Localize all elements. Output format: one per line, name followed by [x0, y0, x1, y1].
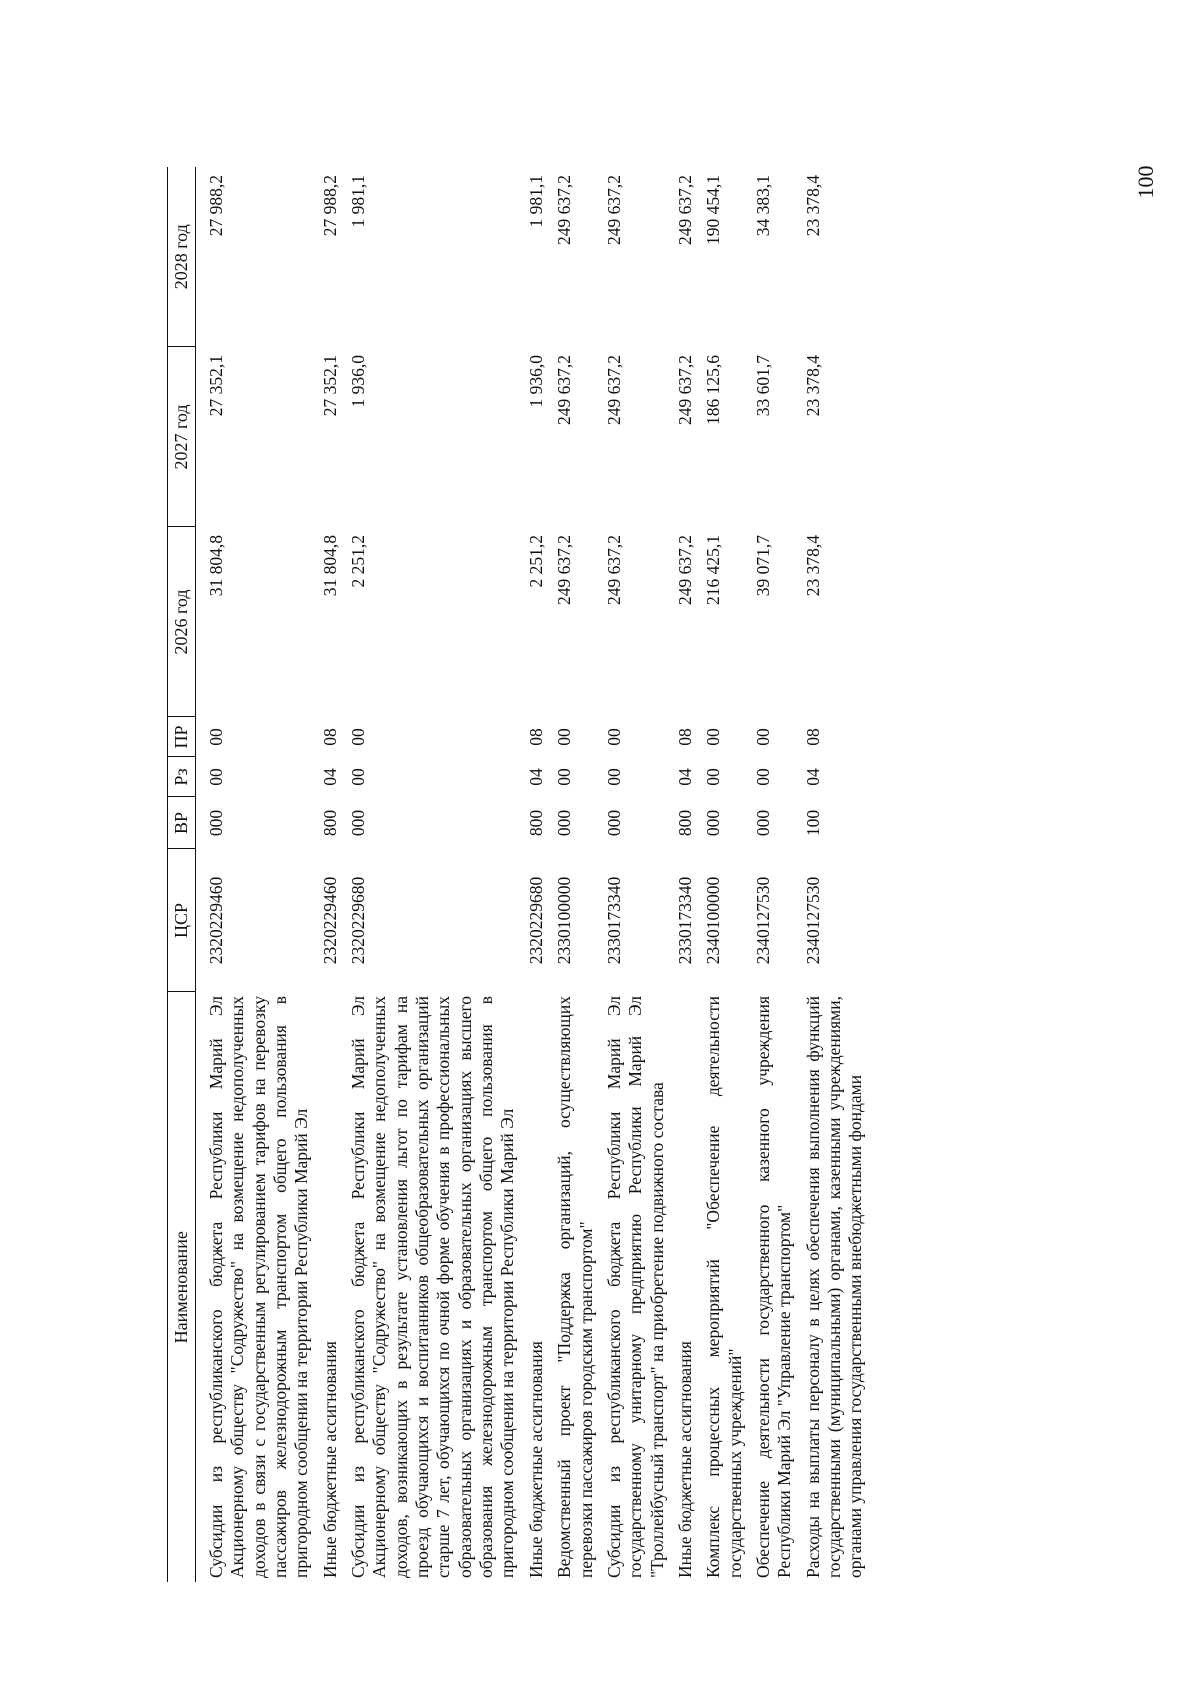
row-rz: 04 — [674, 768, 695, 786]
row-vr: 000 — [603, 809, 624, 837]
row-2027: 1 936,0 — [348, 355, 369, 408]
row-pr: 00 — [752, 728, 773, 746]
row-2028: 27 988,2 — [206, 175, 226, 237]
row-name: Иные бюджетные ассигнования — [674, 1341, 695, 1578]
row-csr: 2340127530 — [802, 876, 823, 965]
row-name: Субсидии из республиканского бюджета Республики Марий Эл Акционерному обществу "Содружество" на возмещение недополученных доходов в связи с государственным регулированием тарифов на перевозку пассажиров железнодорожным транспортом общего пользования в пригородном сообщении на территории Республики Марий Эл — [206, 996, 312, 1578]
row-2028: 1 981,1 — [525, 175, 546, 228]
row-rz: 00 — [206, 768, 226, 786]
row-csr: 2340100000 — [703, 876, 724, 965]
header-csr: ЦСР — [168, 849, 196, 992]
row-2027: 249 637,2 — [603, 355, 624, 425]
row-2027: 186 125,6 — [703, 355, 724, 425]
row-vr: 100 — [802, 809, 823, 837]
row-csr: 2330173340 — [674, 876, 695, 965]
row-2026: 23 378,4 — [802, 535, 823, 597]
header-name: Наименование — [168, 992, 196, 1582]
row-name: Расходы на выплаты персоналу в целях обеспечения выполнения функций государственными (муниципальными) органами, казенными учреждениями, органами управления государственными внебюджетными фондами — [802, 996, 866, 1578]
row-name: Обеспечение деятельности государственного казенного учреждения Республики Марий Эл "Управление транспортом" — [752, 996, 795, 1578]
row-vr: 000 — [703, 809, 724, 837]
table-row — [700, 167, 750, 1582]
row-csr: 2330173340 — [603, 876, 624, 965]
row-rz: 00 — [752, 768, 773, 786]
row-2028: 249 637,2 — [554, 175, 575, 245]
row-2028: 27 988,2 — [319, 175, 340, 237]
table-body — [196, 167, 871, 1582]
row-2027: 33 601,7 — [752, 355, 773, 417]
row-vr: 000 — [752, 809, 773, 837]
row-2028: 249 637,2 — [674, 175, 695, 245]
row-rz: 00 — [348, 768, 369, 786]
row-2027: 249 637,2 — [674, 355, 695, 425]
row-csr: 2320229460 — [206, 876, 226, 965]
row-name: Комплекс процессных мероприятий "Обеспечение деятельности государственных учреждений" — [703, 996, 745, 1578]
row-rz: 04 — [802, 768, 823, 786]
row-pr: 00 — [703, 728, 724, 746]
row-name: Ведомственный проект "Поддержка организаций, осуществляющих перевозки пассажиров городским транспортом" — [554, 996, 596, 1578]
row-vr: 000 — [348, 809, 369, 837]
row-2028: 190 454,1 — [703, 175, 724, 245]
row-2026: 2 251,2 — [348, 535, 369, 588]
row-rz: 04 — [319, 768, 340, 786]
row-pr: 08 — [674, 728, 695, 746]
row-2027: 249 637,2 — [554, 355, 575, 425]
table-row — [551, 167, 601, 1582]
row-name: Субсидии из республиканского бюджета Республики Марий Эл государственному унитарному предприятию Республики Марий Эл "Троллейбусный транспорт" на приобретение подвижного состава — [603, 996, 667, 1578]
table-row — [196, 167, 317, 1582]
table-row — [523, 167, 551, 1582]
row-2028: 23 378,4 — [802, 175, 823, 237]
header-pr: ПР — [168, 717, 196, 757]
row-csr: 2320229680 — [348, 876, 369, 965]
row-pr: 00 — [348, 728, 369, 746]
row-2026: 31 804,8 — [319, 535, 340, 597]
row-2028: 1 981,1 — [348, 175, 369, 228]
row-2026: 39 071,7 — [752, 535, 773, 597]
row-csr: 2320229460 — [319, 876, 340, 965]
header-2028: 2028 год — [168, 167, 196, 347]
table-row — [800, 167, 871, 1582]
page-number: 100 — [1133, 165, 1158, 199]
row-pr: 08 — [525, 728, 546, 746]
row-pr: 00 — [554, 728, 575, 746]
row-pr: 00 — [603, 728, 624, 746]
header-vr: ВР — [168, 797, 196, 849]
row-rz: 04 — [525, 768, 546, 786]
table-row — [317, 167, 345, 1582]
row-csr: 2320229680 — [525, 876, 546, 965]
row-2027: 1 936,0 — [525, 355, 546, 408]
row-2027: 27 352,1 — [206, 355, 226, 417]
row-vr: 800 — [525, 809, 546, 837]
row-vr: 000 — [554, 809, 575, 837]
row-2028: 34 383,1 — [752, 175, 773, 237]
row-vr: 800 — [674, 809, 695, 837]
table-row — [601, 167, 672, 1582]
row-name: Иные бюджетные ассигнования — [525, 1341, 546, 1578]
row-name: Субсидии из республиканского бюджета Республики Марий Эл Акционерному обществу "Содружество" на возмещение недополученных доходов, возникающих в результате установления льгот по тарифам на проезд обучающихся и воспитанников общеобразовательных организаций старше 7 лет, обучающихся по очной форме обучения в профессиональных образовательных организациях и образовательных организациях высшего образования железнодорожным транспортом общего пользования в пригородном сообщении на территории Республики Марий Эл — [348, 996, 518, 1578]
budget-table-container — [167, 167, 992, 1582]
row-pr: 08 — [319, 728, 340, 746]
table-row — [672, 167, 700, 1582]
row-pr: 00 — [206, 728, 226, 746]
row-name: Иные бюджетные ассигнования — [319, 1341, 340, 1578]
row-2026: 249 637,2 — [554, 535, 575, 605]
header-2027: 2027 год — [168, 347, 196, 527]
row-rz: 00 — [554, 768, 575, 786]
header-2026: 2026 год — [168, 527, 196, 717]
table-row — [750, 167, 800, 1582]
row-rz: 00 — [703, 768, 724, 786]
row-csr: 2340127530 — [752, 876, 773, 965]
row-pr: 08 — [802, 728, 823, 746]
row-2027: 23 378,4 — [802, 355, 823, 417]
row-rz: 00 — [603, 768, 624, 786]
budget-table — [167, 167, 871, 1582]
table-header — [168, 167, 196, 1582]
row-2026: 249 637,2 — [603, 535, 624, 605]
row-vr: 000 — [206, 809, 226, 837]
row-2026: 31 804,8 — [206, 535, 226, 597]
table-row — [345, 167, 523, 1582]
row-2026: 216 425,1 — [703, 535, 724, 605]
row-vr: 800 — [319, 809, 340, 837]
row-2028: 249 637,2 — [603, 175, 624, 245]
row-2026: 249 637,2 — [674, 535, 695, 605]
row-2027: 27 352,1 — [319, 355, 340, 417]
header-rz: Рз — [168, 757, 196, 797]
row-csr: 2330100000 — [554, 876, 575, 965]
row-2026: 2 251,2 — [525, 535, 546, 588]
